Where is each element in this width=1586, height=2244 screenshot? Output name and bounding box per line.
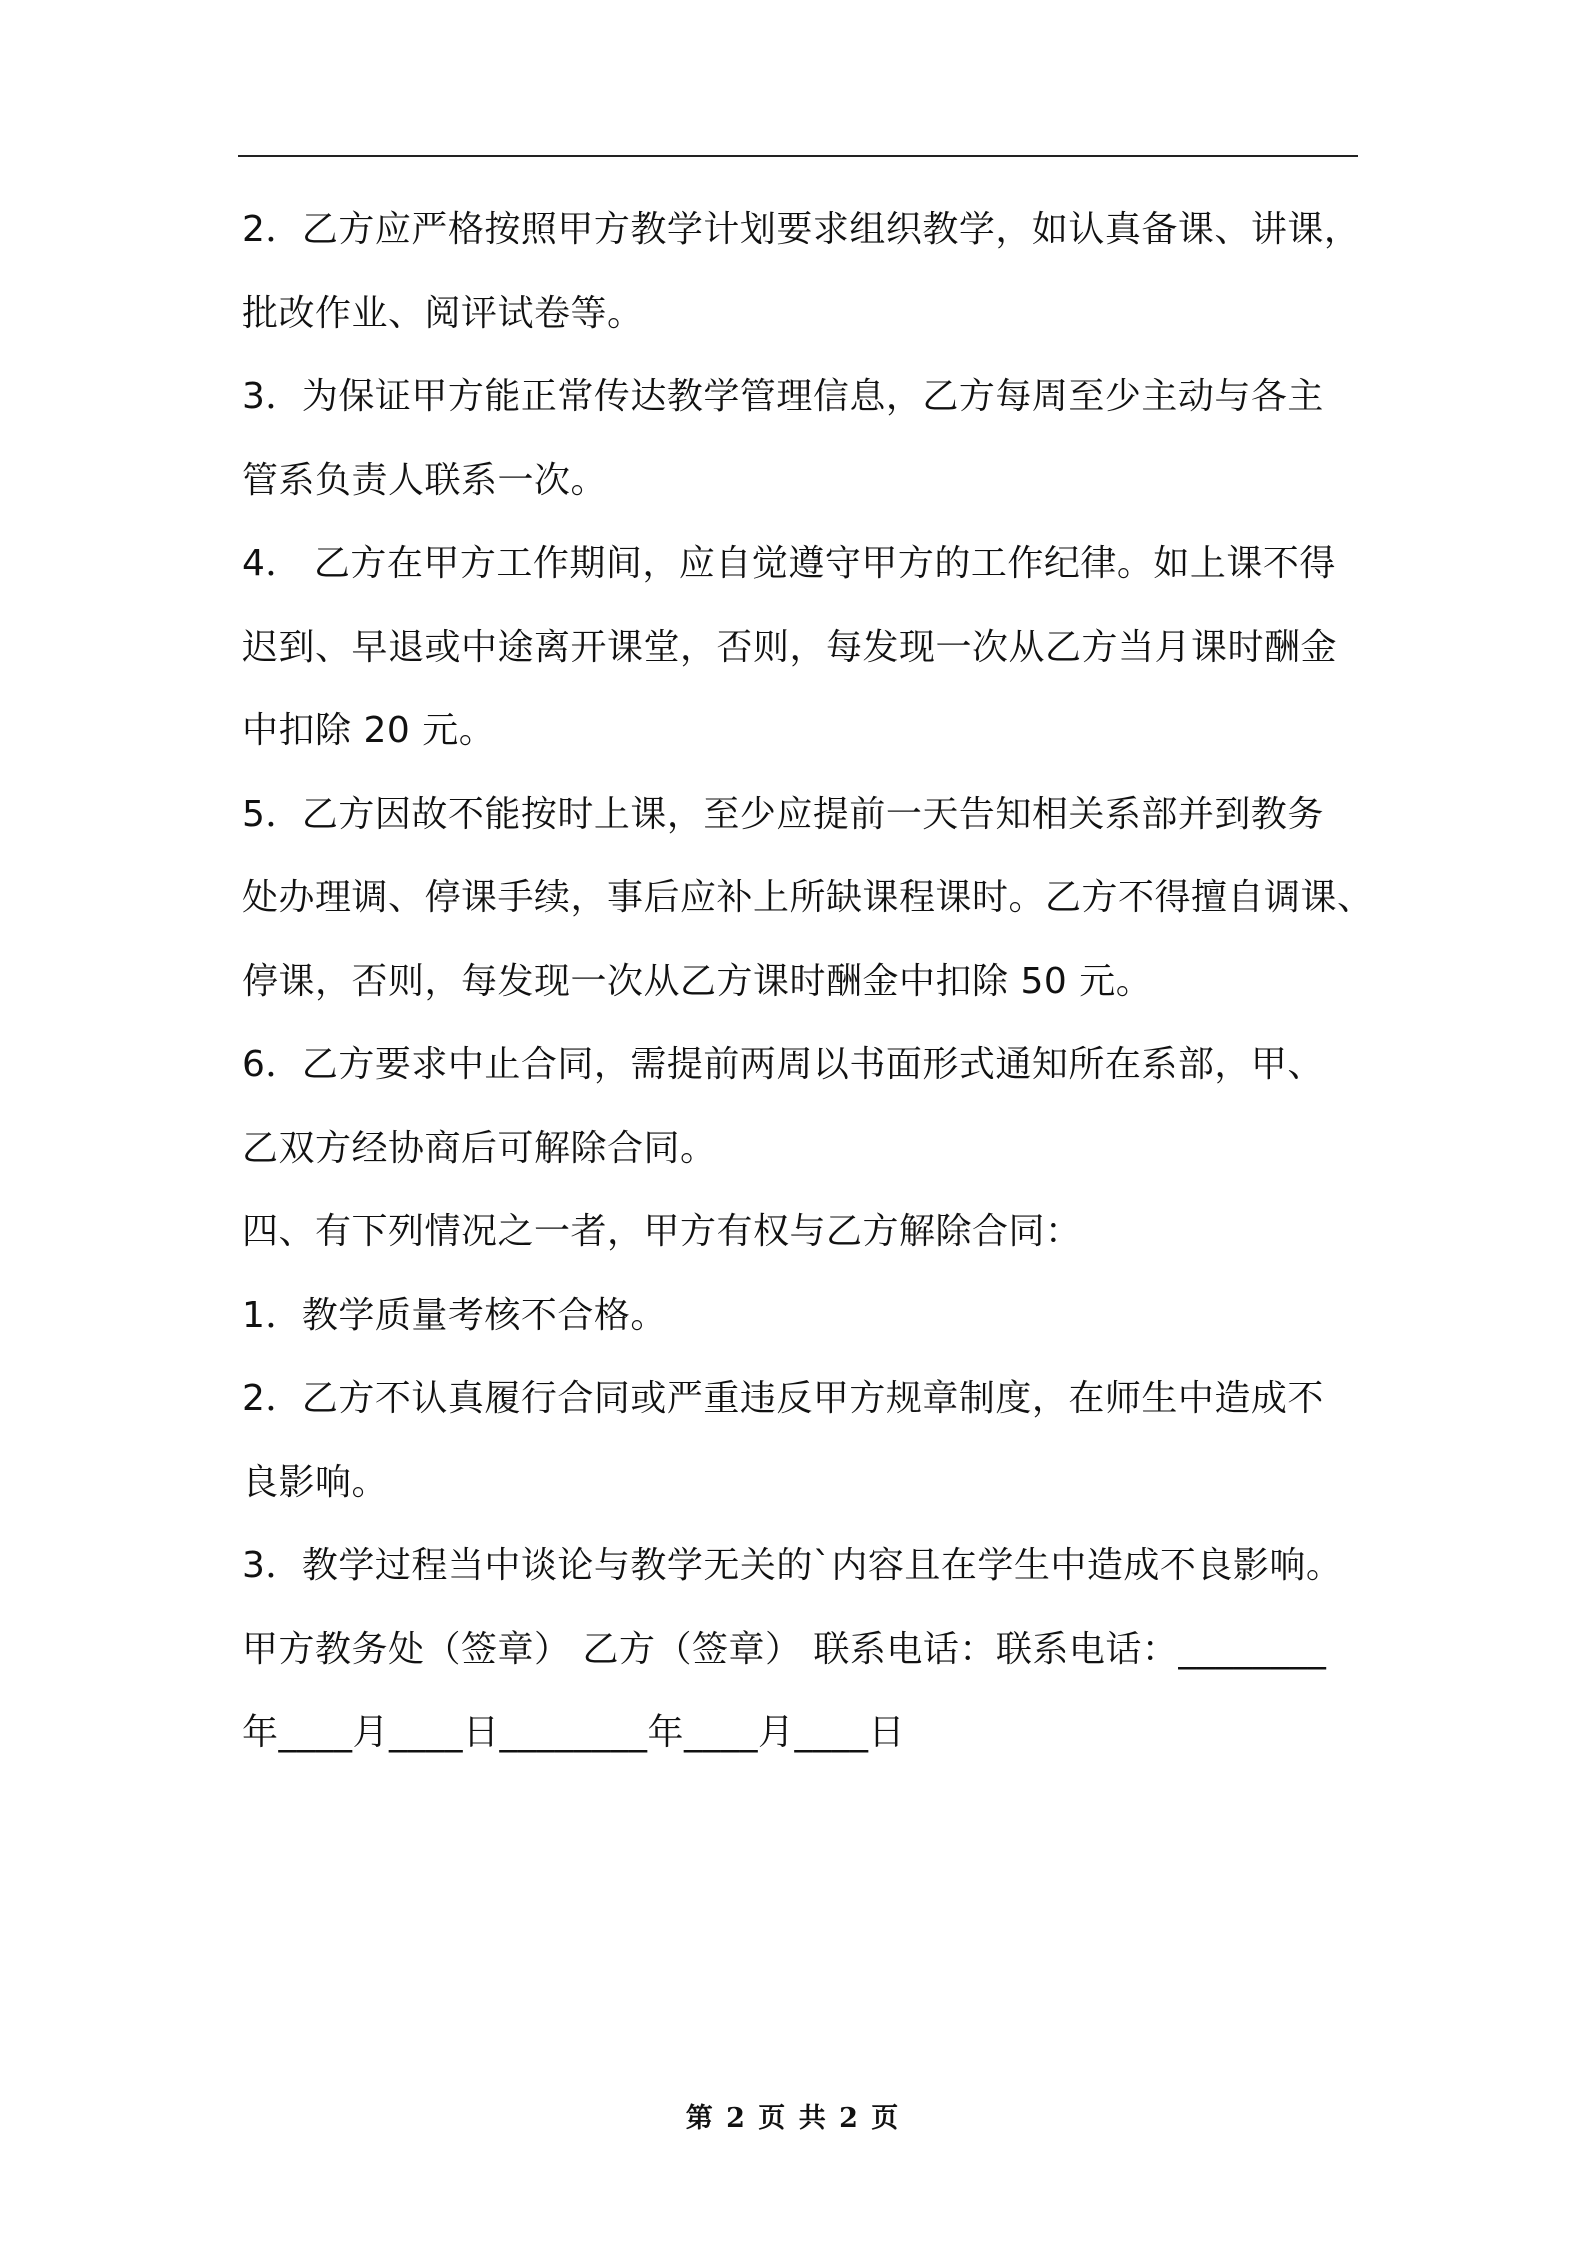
text-line: 迟到、早退或中途离开课堂，否则，每发现一次从乙方当月课时酬金 [242, 626, 1338, 668]
text-line: 3．教学过程当中谈论与教学无关的`内容且在学生中造成不良影响。 [242, 1545, 1343, 1586]
date-line: 年____月____日________年____月____日 [242, 1712, 906, 1753]
text-line: 中扣除 20 元。 [242, 710, 496, 751]
text-line: 1．教学质量考核不合格。 [242, 1294, 667, 1336]
text-line: 3．为保证甲方能正常传达教学管理信息，乙方每周至少主动与各主 [242, 376, 1324, 417]
text-line: 批改作业、阅评试卷等。 [242, 292, 644, 334]
text-line: 乙双方经协商后可解除合同。 [242, 1127, 717, 1169]
text-line: 5．乙方因故不能按时上课，至少应提前一天告知相关系部并到教务 [242, 793, 1324, 835]
page-number: 第 2 页 共 2 页 [685, 2103, 901, 2134]
contract-body [242, 188, 1372, 1775]
signature-line: 甲方教务处（签章） 乙方（签章） 联系电话：联系电话：________ [242, 1628, 1327, 1670]
text-line: 管系负责人联系一次。 [242, 459, 608, 501]
text-line: 停课，否则，每发现一次从乙方课时酬金中扣除 50 元。 [242, 960, 1153, 1002]
header-rule [238, 155, 1358, 157]
section-heading: 四、有下列情况之一者，甲方有权与乙方解除合同： [242, 1211, 1082, 1252]
text-line: 良影响。 [242, 1461, 389, 1503]
text-line: 2．乙方不认真履行合同或严重违反甲方规章制度，在师生中造成不 [242, 1378, 1324, 1419]
text-line: 2．乙方应严格按照甲方教学计划要求组织教学，如认真备课、讲课， [242, 209, 1361, 250]
text-line: 处办理调、停课手续，事后应补上所缺课程课时。乙方不得擅自调课、 [242, 877, 1374, 918]
text-line: 6．乙方要求中止合同，需提前两周以书面形式通知所在系部，甲、 [242, 1044, 1324, 1085]
text-line: 4． 乙方在甲方工作期间，应自觉遵守甲方的工作纪律。如上课不得 [242, 543, 1336, 584]
